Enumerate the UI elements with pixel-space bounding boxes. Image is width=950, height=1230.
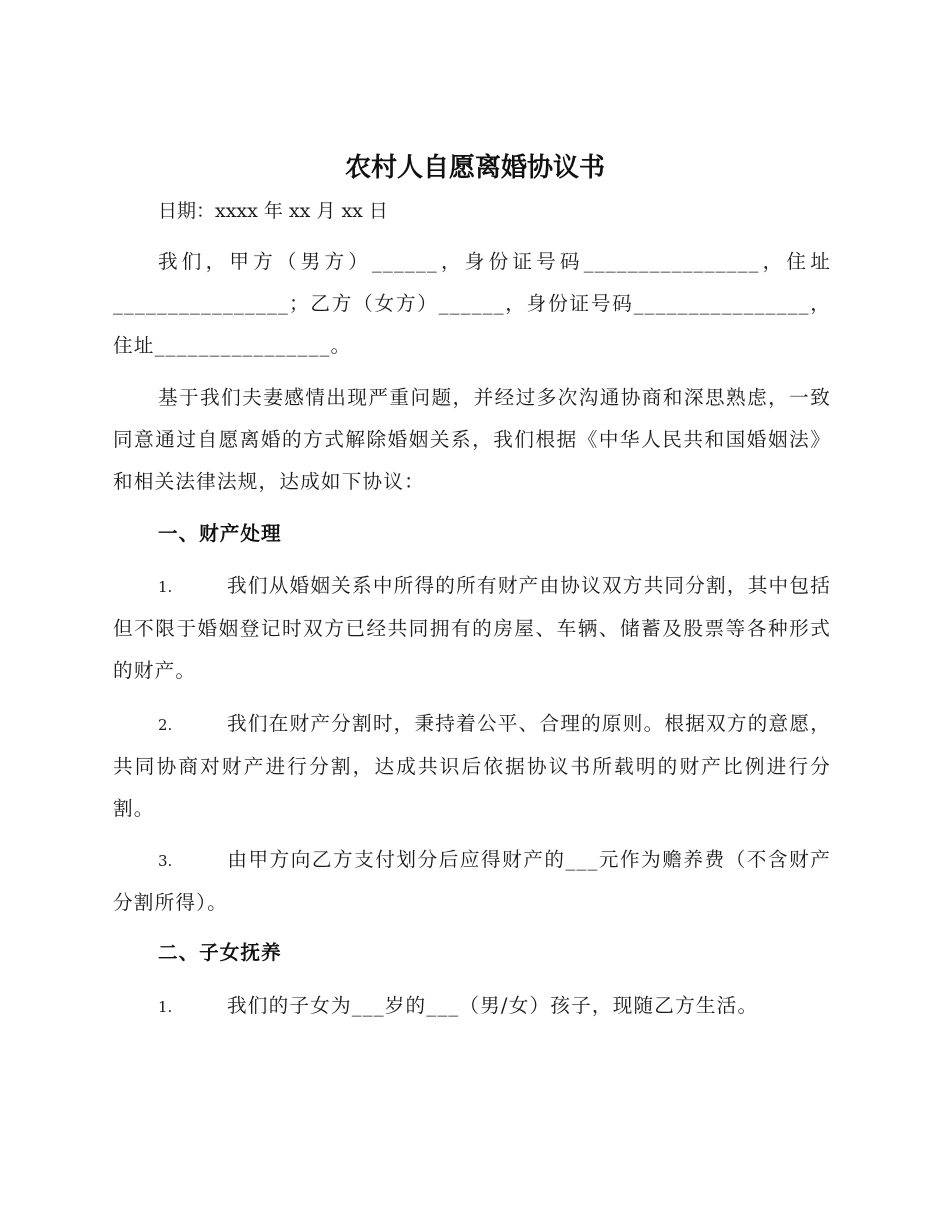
item-number: 2. (158, 716, 173, 734)
document-title: 农村人自愿离婚协议书 (344, 153, 605, 183)
item-text: 我们从婚姻关系中所得的所有财产由协议双方共同分割，其中包括但不限于婚姻登记时双方已经共同拥有的房屋、车辆、储蓄及股票等各种形式的财产。 (113, 574, 831, 682)
item-number: 1. (158, 578, 173, 596)
intro-paragraph: 基于我们夫妻感情出现严重问题，并经过多次沟通协商和深思熟虑，一致同意通过自愿离婚的方式解除婚姻关系，我们根据《中华人民共和国婚姻法》和相关法律法规，达成如下协议： (113, 386, 831, 493)
item-number: 3. (158, 852, 173, 870)
section-heading-children: 二、子女抚养 (158, 941, 282, 964)
item-number: 1. (158, 998, 173, 1016)
list-item (113, 565, 831, 692)
item-text: 我们在财产分割时，秉持着公平、合理的原则。根据双方的意愿，共同协商对财产进行分割，达成共识后依据协议书所载明的财产比例进行分割。 (113, 712, 831, 820)
list-item (113, 703, 831, 830)
section-heading-property: 一、财产处理 (158, 522, 282, 545)
date-line: 日期：xxxx 年 xx 月 xx 日 (158, 200, 388, 222)
parties-paragraph: 我们，甲方（男方）______，身份证号码________________，住址________________；乙方（女方）______，身份证号码________________，住址________________。 (113, 250, 831, 357)
item-text: 由甲方向乙方支付划分后应得财产的___元作为赡养费（不含财产分割所得）。 (113, 848, 831, 914)
list-item (113, 839, 831, 924)
list-item (113, 985, 831, 1028)
item-text: 我们的子女为___岁的___（男/女）孩子，现随乙方生活。 (227, 994, 759, 1017)
